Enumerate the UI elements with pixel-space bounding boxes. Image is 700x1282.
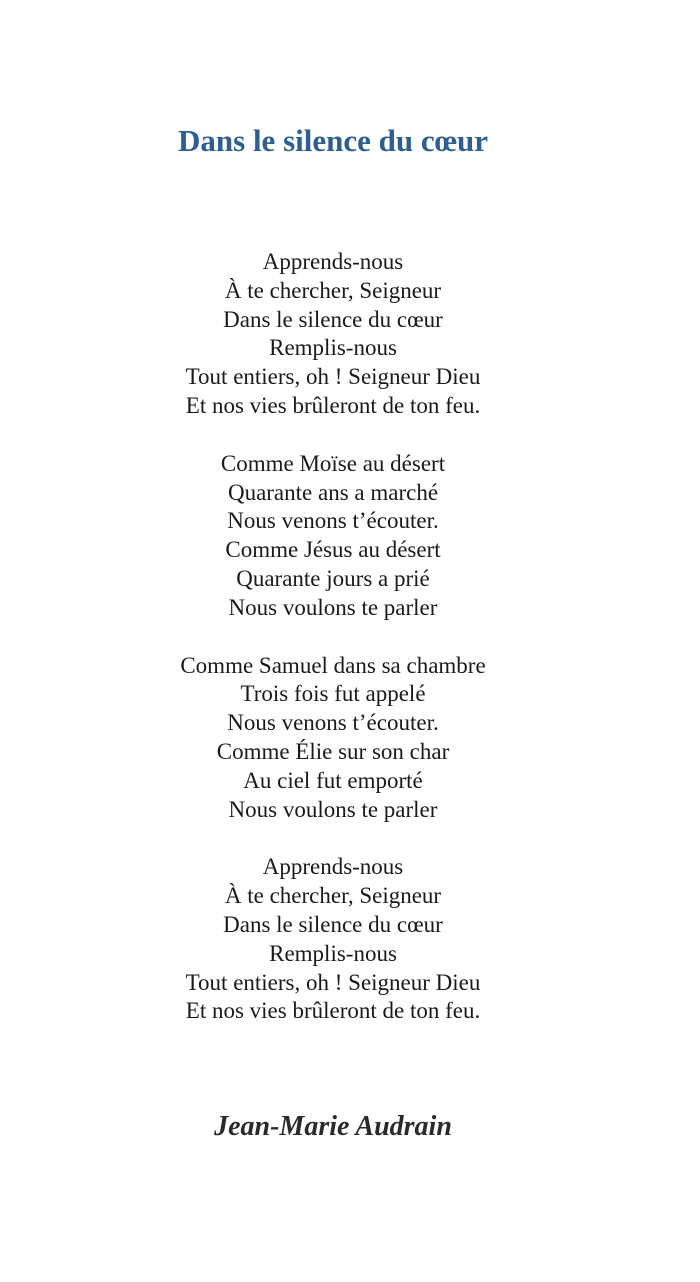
poem-line: Trois fois fut appelé — [240, 681, 426, 707]
poem-line: Et nos vies brûleront de ton feu. — [185, 998, 481, 1024]
poem-line: Dans le silence du cœur — [223, 911, 443, 937]
poem-line: Comme Moïse au désert — [220, 450, 446, 476]
poem-line: Tout entiers, oh ! Seigneur Dieu — [185, 364, 481, 390]
poem-line: À te chercher, Seigneur — [224, 277, 442, 303]
poem-line: Remplis-nous — [269, 335, 397, 361]
poem-line: Et nos vies brûleront de ton feu. — [185, 392, 481, 418]
poem-line: Nous voulons te parler — [228, 796, 438, 822]
poem-line: Dans le silence du cœur — [223, 306, 443, 332]
poem-line: Quarante ans a marché — [227, 479, 439, 505]
poem-line: Comme Élie sur son char — [216, 738, 450, 764]
stanza-4 — [0, 853, 666, 1026]
poem-line: Tout entiers, oh ! Seigneur Dieu — [185, 969, 481, 995]
stanza-2 — [0, 450, 666, 623]
poem-line: Nous voulons te parler — [228, 594, 438, 620]
poem-line: Comme Samuel dans sa chambre — [180, 652, 486, 678]
poem-line: Apprends-nous — [262, 854, 404, 880]
author-name: Jean-Marie Audrain — [214, 1111, 452, 1142]
poem-line: Remplis-nous — [269, 940, 397, 966]
poem-line: Nous venons t’écouter. — [227, 710, 439, 736]
poem-body — [0, 248, 666, 1055]
poem-line: À te chercher, Seigneur — [224, 883, 442, 909]
poem-line: Comme Jésus au désert — [225, 537, 441, 563]
poem-line: Nous venons t’écouter. — [227, 508, 439, 534]
poem-line: Au ciel fut emporté — [243, 767, 423, 793]
poem-line: Quarante jours a prié — [236, 565, 430, 591]
stanza-1 — [0, 248, 666, 421]
poem-title: Dans le silence du cœur — [178, 123, 488, 158]
poem-line: Apprends-nous — [262, 249, 404, 274]
stanza-3 — [0, 652, 666, 825]
